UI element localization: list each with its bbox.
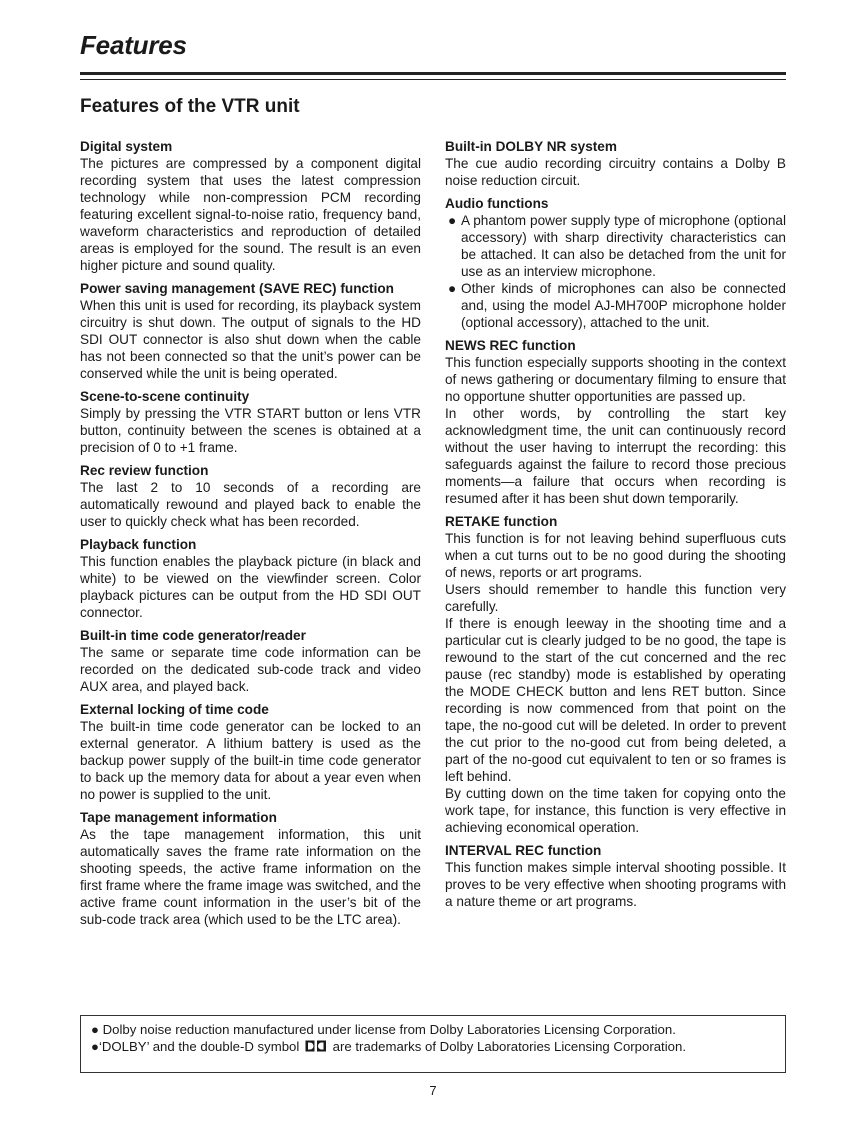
section-title: Features of the VTR unit (80, 96, 300, 117)
notice-text: Dolby noise reduction manufactured under license from Dolby Laboratories Licensing Corporation. (102, 1022, 676, 1037)
feature-body: The pictures are compressed by a component digital recording system that uses the latest compression technology while non-compression PCM recording featuring excellent signal-to-noise ratio, frequency band, waveform characteristics and reproduction of detailed areas is employed for the sound. The result is an even higher picture and sound quality. (80, 156, 421, 273)
notice-line (91, 1038, 775, 1055)
trademark-notice-box (80, 1015, 786, 1073)
feature-playback (80, 536, 421, 621)
feature-body: Users should remember to handle this function very carefully. (445, 582, 786, 614)
feature-time-code-generator (80, 627, 421, 695)
feature-body: The same or separate time code information can be recorded on the dedicated sub-code track and video AUX area, and played back. (80, 645, 421, 694)
notice-text: ‘DOLBY’ and the double-D symbol (98, 1039, 300, 1054)
right-column (445, 138, 786, 916)
feature-heading: Scene-to-scene continuity (80, 389, 250, 404)
feature-body: In other words, by controlling the start key acknowledgment time, the unit can continuously record without the user having to interrupt the recording: this safeguards against the failure to record those precious moments—a failure that occurs when recording is resumed after it has been shut down temporarily. (445, 406, 786, 506)
feature-heading: Built-in time code generator/reader (80, 628, 306, 643)
feature-body: This function enables the playback picture (in black and white) to be viewed on the viewfinder screen. Color playback pictures can be output from the HD SDI OUT connector. (80, 554, 421, 620)
feature-body: This function makes simple interval shooting possible. It proves to be very effective when shooting programs with a nature theme or art programs. (445, 860, 786, 909)
feature-digital-system (80, 138, 421, 274)
page-number: 7 (429, 1083, 437, 1098)
dolby-double-d-icon (305, 1040, 327, 1052)
audio-bullet-list (445, 212, 786, 331)
notice-text: are trademarks of Dolby Laboratories Licensing Corporation. (332, 1039, 686, 1054)
bullet-icon: ● (448, 213, 457, 228)
list-item (445, 212, 786, 280)
feature-rec-review (80, 462, 421, 530)
feature-body: As the tape management information, this unit automatically saves the frame rate information on the shooting speeds, the active frame information on the first frame where the frame image was switched, and the active frame count information in the user’s bit of the sub-code track area (which used to be the LTC area). (80, 827, 421, 927)
bullet-icon: ● (91, 1022, 99, 1037)
feature-heading: Tape management information (80, 810, 277, 825)
list-item (445, 280, 786, 331)
feature-heading: Rec review function (80, 463, 209, 478)
left-column (80, 138, 421, 934)
feature-body: When this unit is used for recording, its playback system circuitry is shut down. The output of signals to the HD SDI OUT connector is also shut down when the cable has not been connected so that the unit’s power can be conserved while the unit is being operated. (80, 298, 421, 381)
bullet-icon: ● (448, 281, 457, 296)
notice-line (91, 1021, 775, 1038)
title-rule-thick (80, 72, 786, 75)
title-rule-thin (80, 79, 786, 80)
feature-heading: Built-in DOLBY NR system (445, 139, 617, 154)
feature-heading: Power saving management (SAVE REC) function (80, 281, 394, 296)
feature-body: This function is for not leaving behind superfluous cuts when a cut turns out to be no good during the shooting of news, reports or art programs. (445, 531, 786, 580)
page-title: Features (80, 30, 187, 60)
feature-heading: INTERVAL REC function (445, 843, 602, 858)
feature-heading: RETAKE function (445, 514, 558, 529)
feature-body: The built-in time code generator can be locked to an external generator. A lithium battery is used as the backup power supply of the built-in time code generator to back up the memory data for about a year even when no power is supplied to the unit. (80, 719, 421, 802)
feature-retake (445, 513, 786, 836)
feature-body: Simply by pressing the VTR START button or lens VTR button, continuity between the scenes is obtained at a precision of 0 to +1 frame. (80, 406, 421, 455)
feature-heading: Audio functions (445, 196, 549, 211)
list-item-text: A phantom power supply type of microphone (optional accessory) with sharp directivity characteristics can be attached. It can also be detached from the unit for use as an interview microphone. (461, 213, 786, 279)
feature-heading: NEWS REC function (445, 338, 576, 353)
list-item-text: Other kinds of microphones can also be connected and, using the model AJ-MH700P microphone holder (optional accessory), attached to the unit. (461, 281, 786, 330)
feature-news-rec (445, 337, 786, 507)
feature-dolby-nr (445, 138, 786, 189)
feature-interval-rec (445, 842, 786, 910)
feature-heading: Playback function (80, 537, 197, 552)
feature-heading: External locking of time code (80, 702, 269, 717)
feature-tape-management (80, 809, 421, 928)
feature-body: The cue audio recording circuitry contains a Dolby B noise reduction circuit. (445, 156, 786, 188)
feature-audio-functions (445, 195, 786, 331)
feature-power-saving (80, 280, 421, 382)
feature-body: By cutting down on the time taken for copying onto the work tape, for instance, this function is very effective in achieving economical operation. (445, 786, 786, 835)
feature-heading: Digital system (80, 139, 173, 154)
feature-body: If there is enough leeway in the shooting time and a particular cut is clearly judged to be no good, the tape is rewound to the start of the cut concerned and the rec pause (rec standby) mode is established by operating the MODE CHECK button and lens RET button. Since recording is now commenced from that point on the tape, the no-good cut will be deleted. In order to prevent the cut prior to the no-good cut from being deleted, a part of the no-good cut equivalent to ten or so frames is left behind. (445, 616, 786, 784)
feature-external-locking (80, 701, 421, 803)
feature-scene-continuity (80, 388, 421, 456)
feature-body: The last 2 to 10 seconds of a recording are automatically rewound and played back to enable the user to quickly check what has been recorded. (80, 480, 421, 529)
feature-body: This function especially supports shooting in the context of news gathering or documentary filming to ensure that no opportune shutter opportunities are passed up. (445, 355, 786, 404)
bullet-icon: ● (91, 1039, 99, 1054)
